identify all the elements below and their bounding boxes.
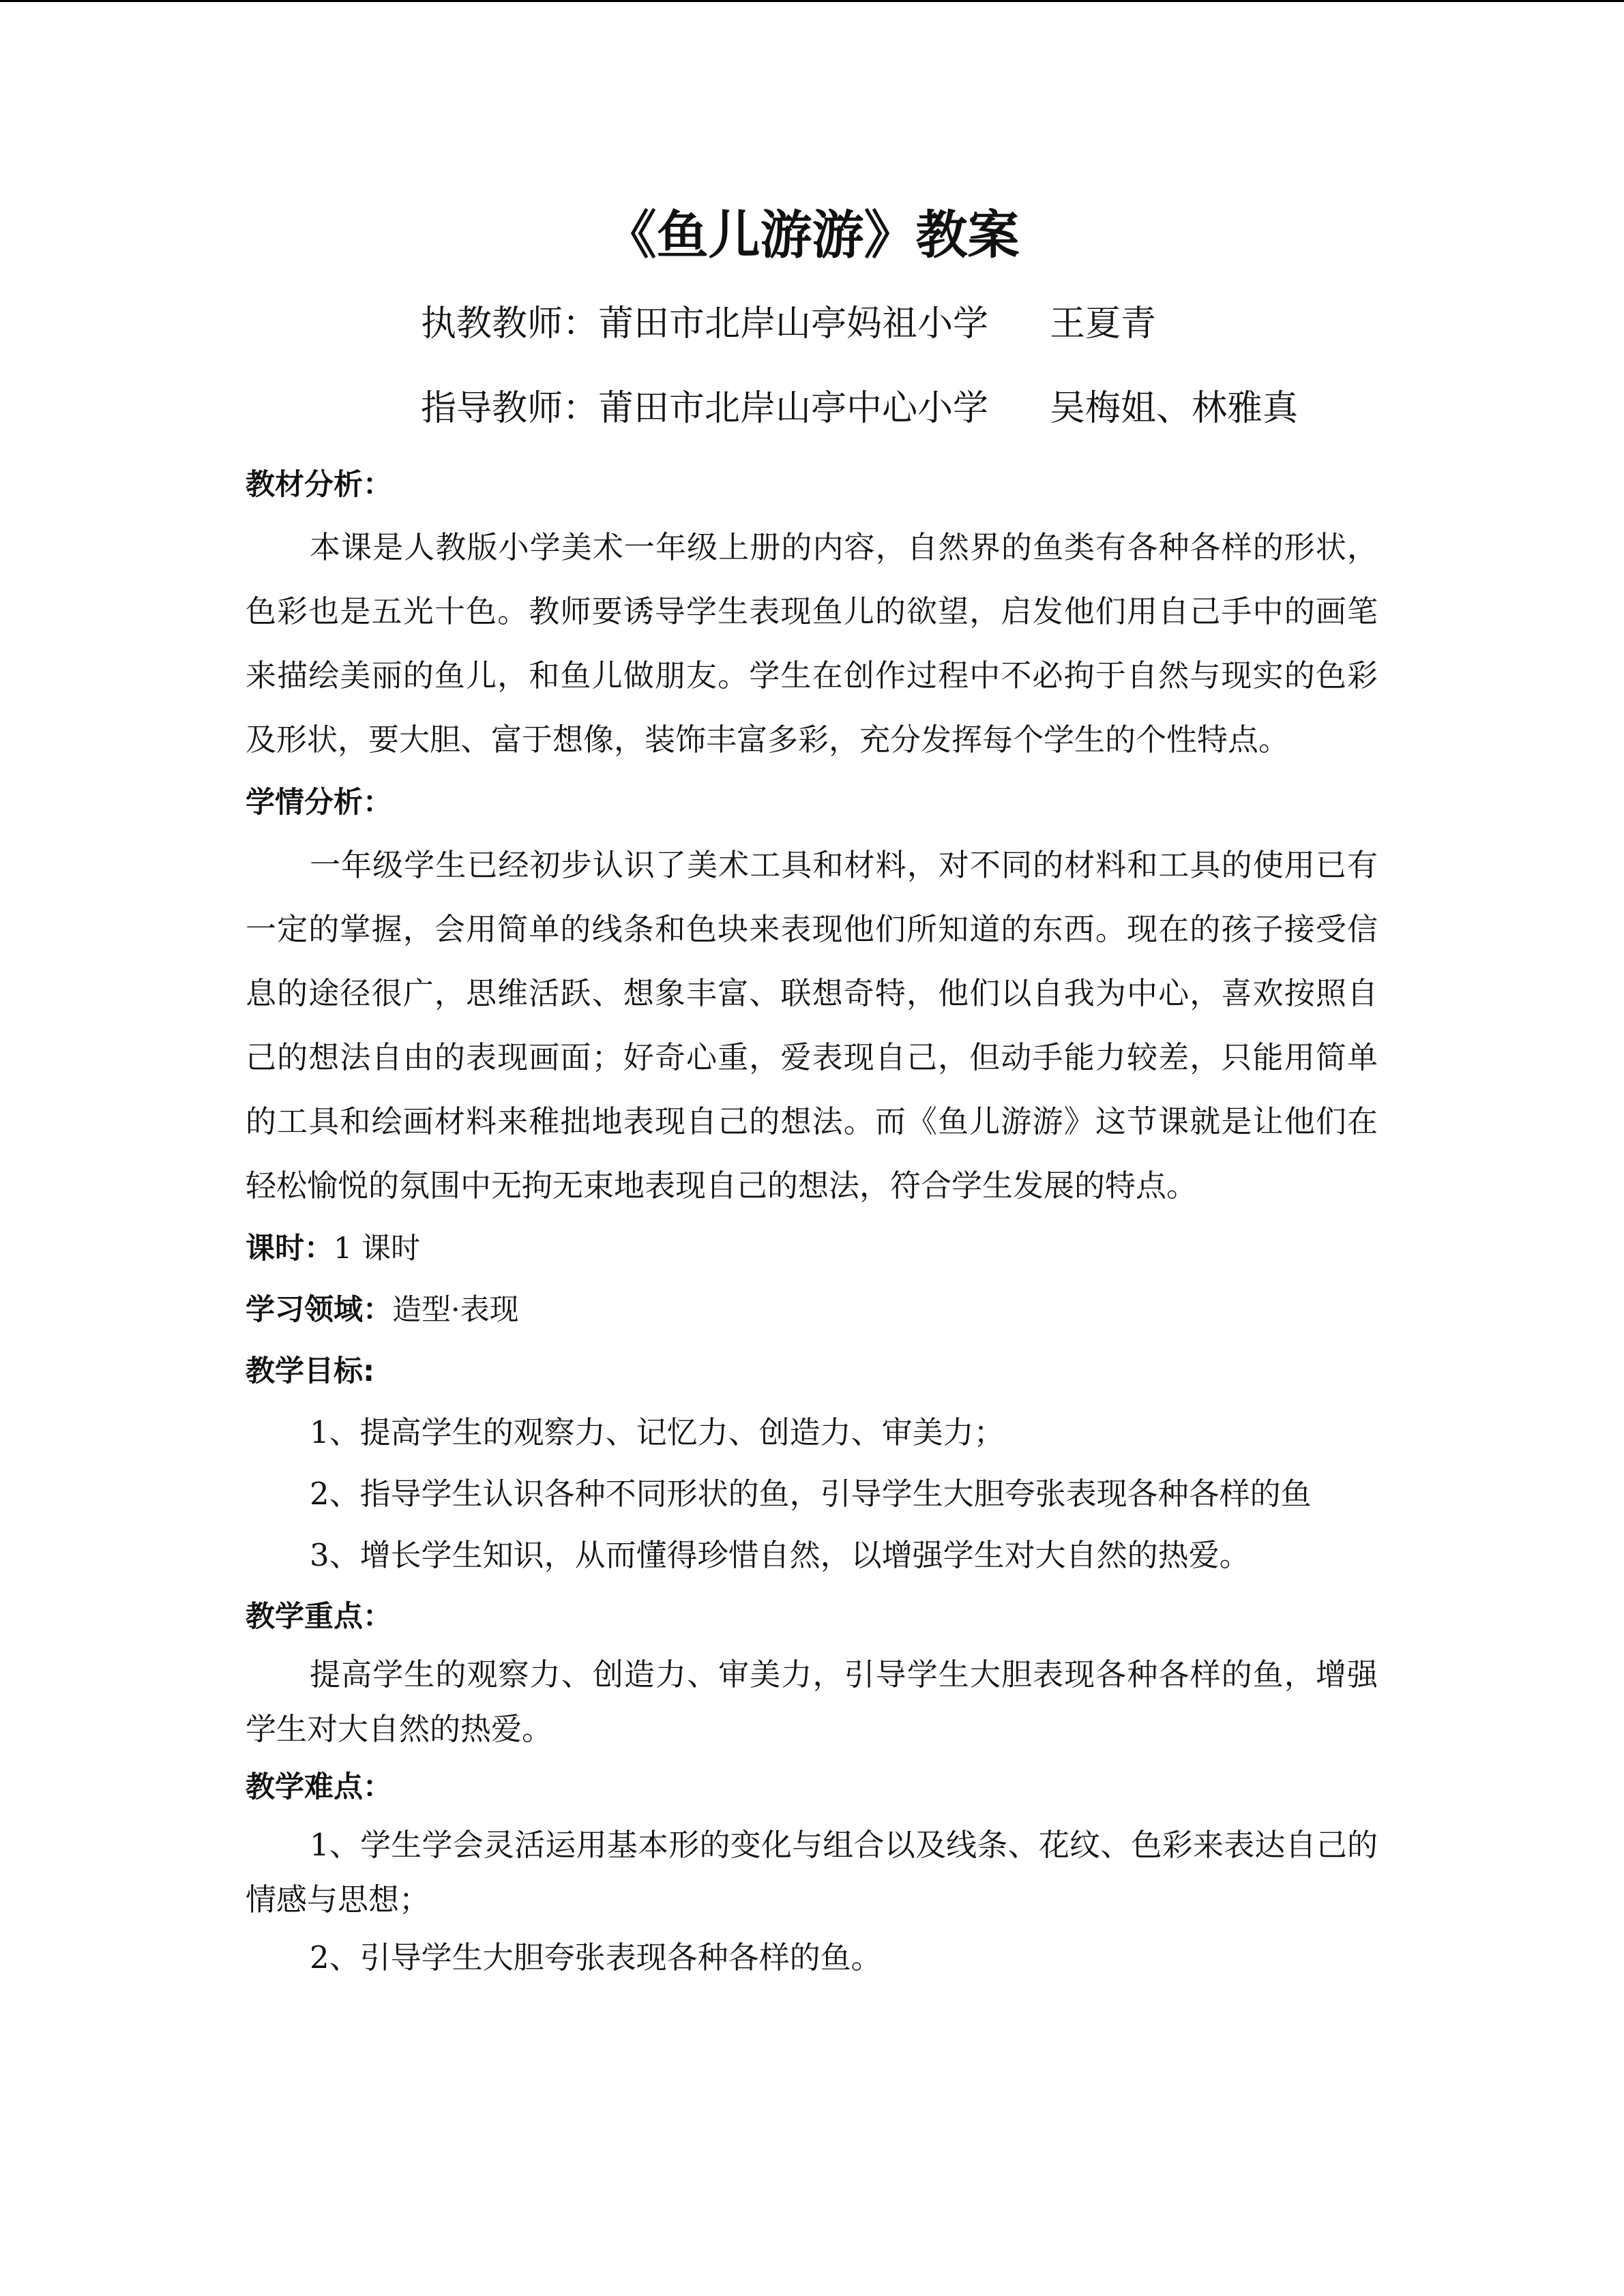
advisor-label: 指导教师： [421, 388, 599, 429]
key-points-text: 提高学生的观察力、创造力、审美力，引导学生大胆表现各种各样的鱼，增强学生对大自然的热爱。 [246, 1656, 1378, 1747]
learning-domain [246, 1279, 1378, 1341]
advisor-line [421, 381, 1298, 436]
teaching-goals-heading: 教学目标: [246, 1354, 375, 1388]
top-border-line [0, 0, 1624, 2]
class-hours-value: 1 课时 [334, 1232, 421, 1266]
teacher-line [421, 297, 1156, 351]
material-analysis-heading: 教材分析： [246, 468, 392, 502]
learning-domain-label: 学习领域： [246, 1293, 392, 1327]
teaching-goal-item: 3、增长学生知识，从而懂得珍惜自然，以增强学生对大自然的热爱。 [310, 1537, 1250, 1573]
teacher-name: 王夏青 [1050, 303, 1157, 344]
teaching-goal-item: 2、指导学生认识各种不同形状的鱼，引导学生大胆夸张表现各种各样的鱼 [310, 1476, 1312, 1512]
advisor-school: 莆田市北岸山亭中心小学 [598, 388, 989, 429]
student-analysis-heading: 学情分析： [246, 786, 392, 820]
learning-domain-value: 造型·表现 [392, 1293, 519, 1327]
document-body [246, 454, 1378, 1988]
teaching-goal-item: 1、提高学生的观察力、记忆力、创造力、审美力； [310, 1414, 1005, 1450]
student-analysis-text: 一年级学生已经初步认识了美术工具和材料，对不同的材料和工具的使用已有一定的掌握，会用简单的线条和色块来表现他们所知道的东西。现在的孩子接受信息的途径很广，思维活跃、想象丰富、联想奇特，他们以自我为中心，喜欢按照自己的想法自由的表现画面；好奇心重，爱表现自己，但动手能力较差，只能用简单的工具和绘画材料来稚拙地表现自己的想法。而《鱼儿游游》这节课就是让他们在轻松愉悦的氛围中无拘无束地表现自己的想法，符合学生发展的特点。 [246, 847, 1378, 1204]
difficulty-item: 1、学生学会灵活运用基本形的变化与组合以及线条、花纹、色彩来表达自己的情感与思想； [246, 1827, 1378, 1918]
teacher-label: 执教教师： [421, 303, 599, 344]
class-hours-label: 课时： [246, 1232, 334, 1266]
difficulty-item: 2、引导学生大胆夸张表现各种各样的鱼。 [310, 1939, 882, 1976]
class-hours [246, 1218, 1378, 1279]
material-analysis-text: 本课是人教版小学美术一年级上册的内容，自然界的鱼类有各种各样的形状，色彩也是五光十色。教师要诱导学生表现鱼儿的欲望，启发他们用自己手中的画笔来描绘美丽的鱼儿，和鱼儿做朋友。学生在创作过程中不必拘于自然与现实的色彩及形状，要大胆、富于想像，装饰丰富多彩，充分发挥每个学生的个性特点。 [246, 529, 1378, 758]
teacher-school: 莆田市北岸山亭妈祖小学 [598, 303, 989, 344]
advisor-name: 吴梅姐、林雅真 [1050, 388, 1299, 429]
document-title: 《鱼儿游游》教案 [604, 205, 1020, 265]
difficulties-heading: 教学难点： [246, 1770, 392, 1804]
key-points-heading: 教学重点： [246, 1600, 392, 1634]
